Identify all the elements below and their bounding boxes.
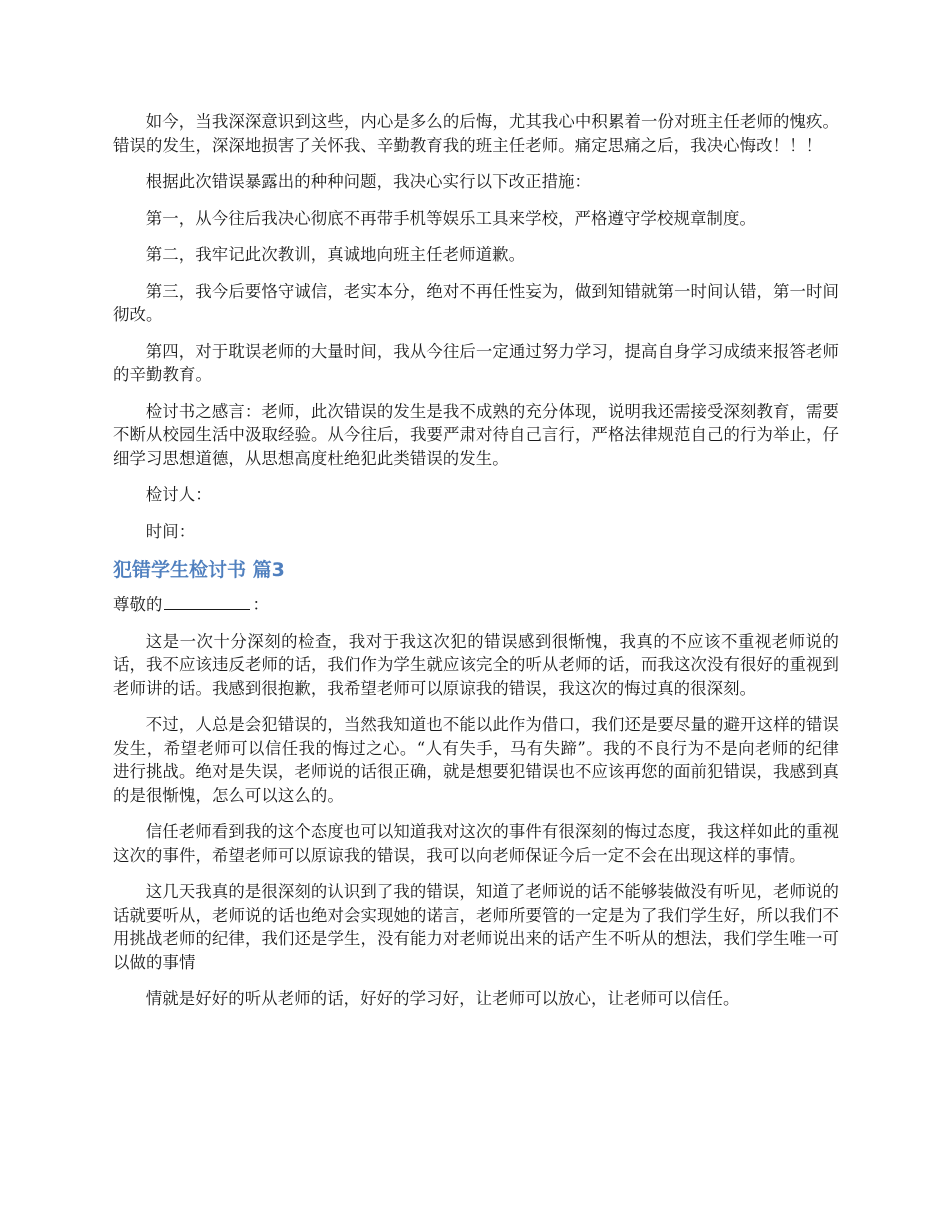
paragraph-body-5: 情就是好好的听从老师的话，好好的学习好，让老师可以放心，让老师可以信任。 — [145, 989, 740, 1008]
paragraph-body-2: 不过，人总是会犯错误的，当然我知道也不能以此作为借口，我们还是要尽量的避开这样的错误发生，希望老师可以信任我的悔过之心。“人有失手，马有失蹄”。我的不良行为不是向老师的纪律进行挑战。绝对是失误，老师说的话很正确，就是想要犯错误也不应该再您的面前犯错误，我感到真的是很惭愧，怎么可以这么的。 — [113, 715, 839, 805]
paragraph-regret: 如今，当我深深意识到这些，内心是多么的后悔，尤其我心中积累着一份对班主任老师的愧疚。错误的发生，深深地损害了关怀我、辛勤教育我的班主任老师。痛定思痛之后，我决心悔改！！！ — [113, 112, 839, 155]
salutation — [113, 593, 839, 617]
signer-label: 检讨人： — [145, 485, 212, 504]
salutation-prefix: 尊敬的 — [113, 595, 163, 614]
paragraph-body-1: 这是一次十分深刻的检查，我对于我这次犯的错误感到很惭愧，我真的不应该不重视老师说的话，我不应该违反老师的话，我们作为学生就应该完全的听从老师的话，而我这次没有很好的重视到老师讲的话。我感到很抱歉，我希望老师可以原谅我的错误，我这次的悔过真的很深刻。 — [113, 631, 839, 698]
paragraph-measure-4: 第四，对于耽误老师的大量时间，我从今往后一定通过努力学习，提高自身学习成绩来报答老师的辛勤教育。 — [113, 341, 839, 384]
salutation-blank-line — [164, 593, 250, 610]
paragraph-body-4: 这几天我真的是很深刻的认识到了我的错误，知道了老师说的话不能够装做没有听见，老师说的话就要听从，老师说的话也绝对会实现她的诺言，老师所要管的一定是为了我们学生好，所以我们不用挑战老师的纪律，我们还是学生，没有能力对老师说出来的话产生不听从的想法，我们学生唯一可以做的事情 — [113, 882, 839, 972]
paragraph-measure-3: 第三，我今后要恪守诚信，老实本分，绝对不再任性妄为，做到知错就第一时间认错，第一时间彻改。 — [113, 281, 839, 324]
document-page — [113, 110, 839, 1024]
paragraph-reflection: 检讨书之感言：老师，此次错误的发生是我不成熟的充分体现，说明我还需接受深刻教育，需要不断从校园生活中汲取经验。从今往后，我要严肃对待自己言行，严格法律规范自己的行为举止，仔细学习思想道德，从思想高度杜绝犯此类错误的发生。 — [113, 401, 839, 468]
time-label: 时间： — [145, 521, 196, 541]
paragraph-measures-intro: 根据此次错误暴露出的种种问题，我决心实行以下改正措施： — [145, 172, 592, 191]
paragraph-measure-1: 第一，从今往后我决心彻底不再带手机等娱乐工具来学校，严格遵守学校规章制度。 — [145, 208, 756, 228]
paragraph-body-3: 信任老师看到我的这个态度也可以知道我对这次的事件有很深刻的悔过态度，我这样如此的重视这次的事件，希望老师可以原谅我的错误，我可以向老师保证今后一定不会在出现这样的事情。 — [113, 822, 839, 865]
section-heading: 犯错学生检讨书 篇3 — [113, 559, 285, 581]
salutation-suffix: ： — [252, 595, 269, 614]
paragraph-measure-2: 第二，我牢记此次教训，真诚地向班主任老师道歉。 — [145, 245, 526, 264]
